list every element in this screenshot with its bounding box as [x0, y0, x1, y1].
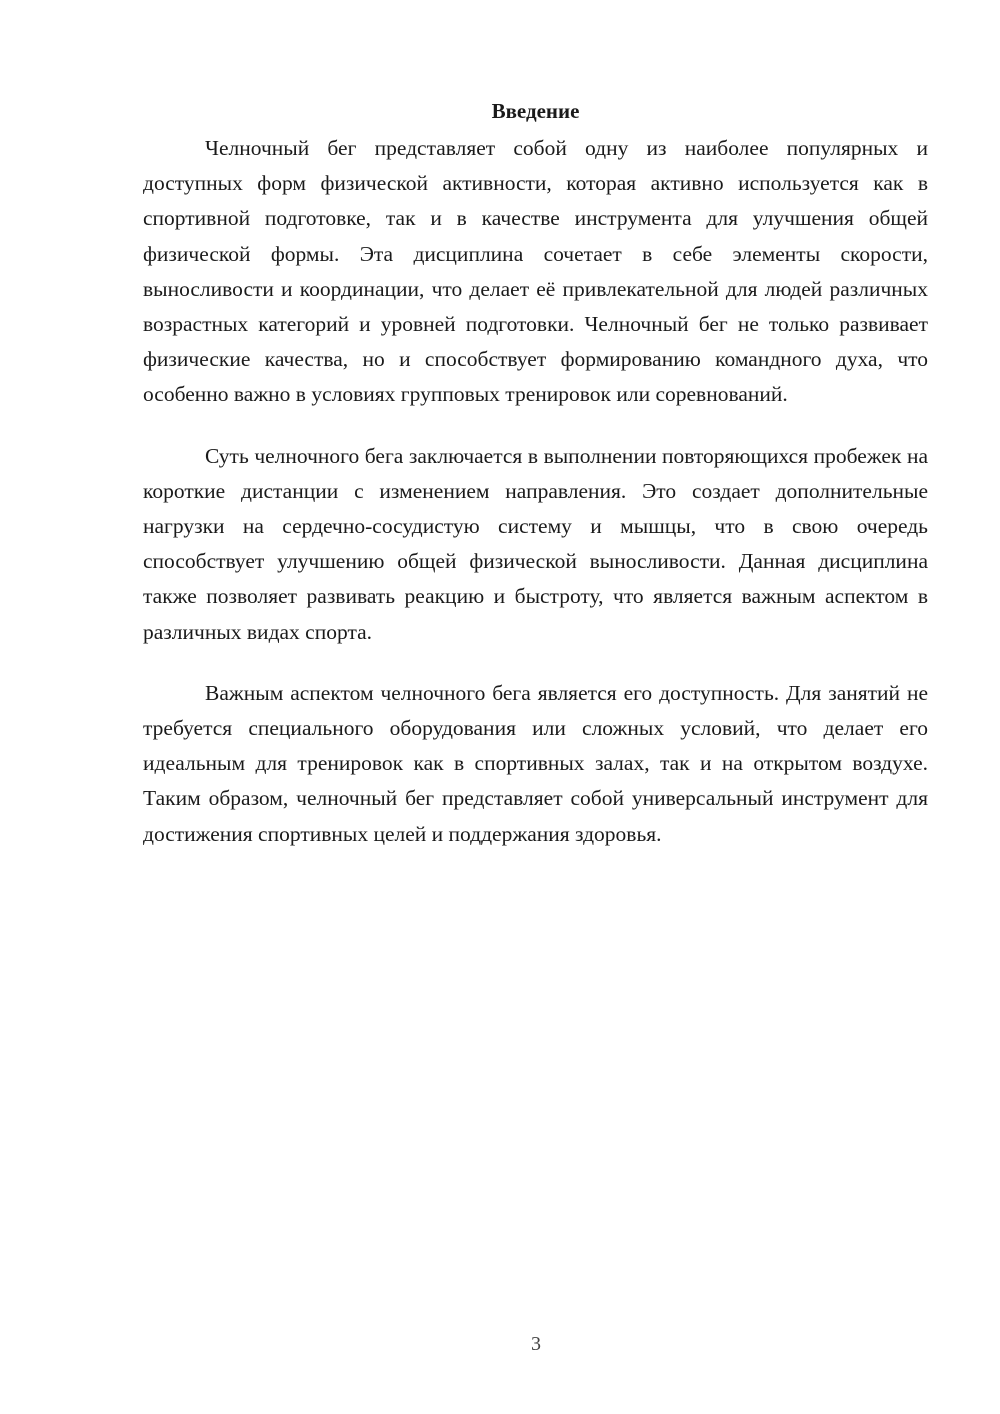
page-number: 3 [531, 1333, 541, 1355]
section-title: Введение [491, 99, 580, 123]
paragraph-1: Челночный бег представляет собой одну из наиболее популярных и доступных форм физической активности, которая активно используется как в спортивной подготовке, так и в качестве инструмента для улучшения общей физической формы. Эта дисциплина сочетает в себе элементы скорости, выносливости и координации, что делает её привлекательной для людей различных возрастных категорий и уровней подготовки. Челночный бег не только развивает физические качества, но и способствует формированию командного духа, что особенно важно в условиях групповых тренировок или соревнований. [143, 136, 928, 407]
paragraph-3: Важным аспектом челночного бега является его доступность. Для занятий не требуется специального оборудования или сложных условий, что делает его идеальным для тренировок как в спортивных залах, так и на открытом воздухе. Таким образом, челночный бег представляет собой универсальный инструмент для достижения спортивных целей и поддержания здоровья. [143, 680, 928, 846]
document-content [143, 95, 928, 878]
paragraph-2: Суть челночного бега заключается в выполнении повторяющихся пробежек на короткие дистанции с изменением направления. Это создает дополнительные нагрузки на сердечно-сосудистую систему и мышцы, что в свою очередь способствует улучшению общей физической выносливости. Данная дисциплина также позволяет развивать реакцию и быстроту, что является важным аспектом в различных видах спорта. [143, 443, 928, 644]
